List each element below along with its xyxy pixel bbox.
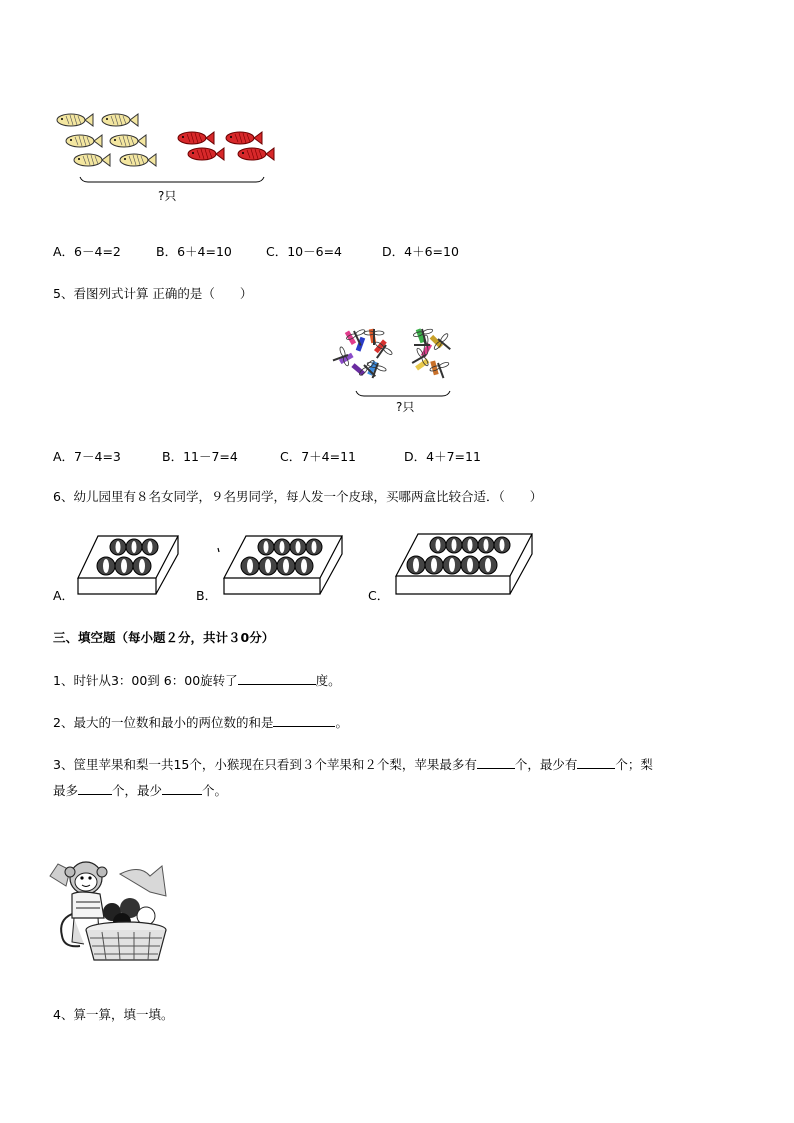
- fill-q3-text-6: 个。: [202, 783, 228, 798]
- fish-figure: [52, 105, 284, 205]
- fill-q3-text-1: 3、筐里苹果和梨一共15个，小猴现在只看到３个苹果和２个梨，苹果最多有: [53, 757, 477, 772]
- q6-stem: 6、幼儿园里有８名女同学，９名男同学，每人发一个皮球，买哪两盒比较合适．（ ）: [53, 489, 543, 504]
- fill-q3-blank-apple-min[interactable]: [577, 756, 615, 769]
- fill-q1-suffix: 度。: [315, 673, 341, 688]
- q4-option-d[interactable]: D．4＋6=10: [382, 244, 459, 259]
- fill-q2-text: 2、最大的一位数和最小的两位数的和是: [53, 715, 274, 730]
- q5-stem: 5、看图列式计算 正确的是（ ）: [53, 286, 253, 301]
- monkey-basket-illustration: [50, 856, 168, 970]
- dragonfly-question-label: ?只: [396, 400, 415, 414]
- fill-q2: [53, 713, 348, 731]
- q4-option-a[interactable]: A．6－4=2: [53, 244, 121, 259]
- fill-q1-text: 1、时针从3：00到 6：00旋转了: [53, 673, 238, 688]
- q6-option-a-label: A．: [53, 588, 75, 603]
- section-title: 三、填空题（每小题２分，共计３0分）: [53, 630, 275, 645]
- fill-q3-line2: [53, 781, 227, 799]
- q5-option-d[interactable]: D．4＋7=11: [404, 449, 481, 464]
- fill-q3-text-2: 个，最少有: [514, 757, 578, 772]
- q6-option-c-label: C．: [368, 588, 390, 603]
- fill-q2-blank[interactable]: [273, 714, 335, 727]
- dragonfly-figure: [334, 325, 458, 415]
- fill-q1: [53, 671, 341, 689]
- ball-box-8-icon: [216, 534, 346, 598]
- ball-box-10-icon: [392, 532, 536, 598]
- fish-question-label: ?只: [158, 189, 177, 203]
- fill-q3-blank-pear-max[interactable]: [78, 782, 112, 795]
- fill-q4: 4、算一算，填一填。: [53, 1007, 174, 1022]
- fill-q3-blank-apple-max[interactable]: [477, 756, 515, 769]
- q5-option-a[interactable]: A．7－4=3: [53, 449, 121, 464]
- q5-option-c[interactable]: C．7＋4=11: [280, 449, 357, 464]
- fill-q3-text-5: 个，最少: [112, 783, 163, 798]
- fill-q3-text-3: 个；梨: [615, 757, 653, 772]
- q4-option-b[interactable]: B．6＋4=10: [156, 244, 232, 259]
- fill-q3-blank-pear-min[interactable]: [162, 782, 202, 795]
- fill-q3-line1: [53, 755, 653, 773]
- q5-option-b[interactable]: B．11－7=4: [162, 449, 238, 464]
- q6-option-b-label: B．: [196, 588, 218, 603]
- q4-option-c[interactable]: C．10－6=4: [266, 244, 343, 259]
- ball-box-6-icon: [76, 534, 180, 598]
- fill-q3-text-4: 最多: [53, 783, 79, 798]
- fill-q2-suffix: 。: [335, 715, 348, 730]
- fill-q1-blank[interactable]: [238, 672, 316, 685]
